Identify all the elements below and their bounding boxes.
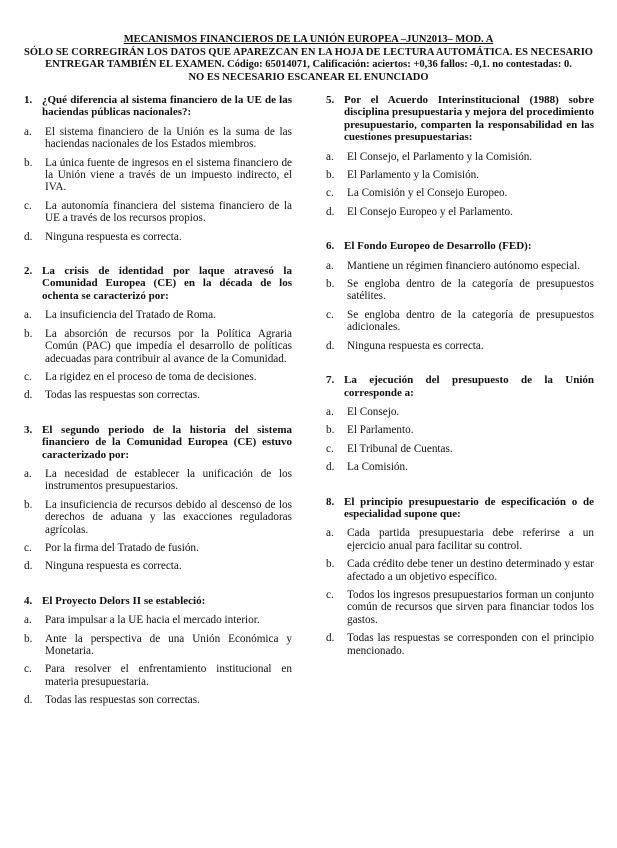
question-statement: El segundo periodo de la historia del sistema financiero de la Comunidad Europea (CE) estuvo caracterizado por: — [42, 423, 292, 461]
option-letter: d. — [326, 461, 335, 474]
option-letter: c. — [24, 663, 32, 676]
exam-title: MECANISMOS FINANCIEROS DE LA UNIÓN EUROPEA –JUN2013– MOD. A — [123, 34, 494, 45]
answer-option — [24, 560, 292, 572]
question-text — [326, 94, 594, 144]
question-number: 6. — [326, 240, 335, 253]
option-letter: c. — [24, 199, 32, 212]
option-letter: b. — [24, 156, 33, 169]
question-text — [326, 496, 594, 521]
option-letter: a. — [24, 125, 32, 138]
answer-option — [326, 443, 594, 455]
question-8 — [326, 496, 594, 657]
question-statement: El Fondo Europeo de Desarrollo (FED): — [344, 240, 532, 253]
instructions-line: SÓLO SE CORREGIRÁN LOS DATOS QUE APAREZCAN EN LA HOJA DE LECTURA AUTOMÁTICA. ES NECESARIO — [24, 46, 593, 58]
answer-option — [24, 468, 292, 493]
option-text: La rigidez en el proceso de toma de decisiones. — [45, 370, 257, 383]
option-text: El Parlamento y la Comisión. — [347, 169, 480, 182]
question-number: 5. — [326, 94, 335, 106]
question-text — [326, 240, 594, 252]
question-number: 2. — [24, 265, 33, 278]
answer-option — [326, 206, 594, 218]
answer-option — [24, 663, 292, 688]
answer-option — [326, 309, 594, 334]
question-statement: El Proyecto Delors II se estableció: — [42, 594, 206, 607]
answer-option — [326, 278, 594, 303]
answer-option — [326, 340, 594, 352]
answer-option — [326, 151, 594, 163]
option-letter: b. — [326, 424, 335, 437]
option-letter: b. — [326, 558, 335, 571]
answer-option — [24, 231, 292, 243]
option-text: La Comisión y el Consejo Europeo. — [347, 187, 508, 200]
option-text: Cada crédito debe tener un destino determinado y estar afectado a un objetivo específico. — [347, 558, 594, 583]
answer-option — [24, 614, 292, 626]
option-letter: a. — [326, 527, 334, 540]
question-statement: La ejecución del presupuesto de la Unión corresponde a: — [344, 374, 594, 399]
question-statement: La crisis de identidad por laque atravesó la Comunidad Europea (CE) en la década de los ochenta se caracterizó por: — [42, 265, 292, 302]
exam-header — [18, 34, 599, 84]
option-text: Cada partida presupuestaria debe referirse a un ejercicio anual para facilitar su control. — [347, 527, 594, 552]
question-6 — [326, 240, 594, 352]
option-letter: c. — [326, 588, 334, 601]
question-7 — [326, 374, 594, 473]
option-text: Todos los ingresos presupuestarios forman un conjunto común de recursos que sirven para financiar todos los gastos. — [347, 588, 594, 626]
option-text: Se engloba dentro de la categoría de presupuestos adicionales. — [347, 308, 594, 334]
option-text: El Consejo, el Parlamento y la Comisión. — [347, 150, 533, 163]
question-statement: ¿Qué diferencia al sistema financiero de la UE de las haciendas públicas nacionales?: — [42, 94, 292, 119]
question-number: 1. — [24, 94, 33, 106]
option-letter: a. — [24, 309, 32, 322]
question-text — [24, 94, 292, 119]
answer-option — [326, 424, 594, 436]
option-text: El Consejo Europeo y el Parlamento. — [347, 205, 513, 218]
answer-option — [326, 406, 594, 418]
answer-option — [326, 260, 594, 272]
question-statement: Por el Acuerdo Interinstitucional (1988) sobre disciplina presupuestaria y mejora del procedimiento presupuestario, comparten la responsabilidad en las cuestiones presupuestarias: — [344, 94, 594, 144]
option-letter: a. — [24, 467, 32, 480]
question-text — [24, 424, 292, 461]
answer-option — [24, 371, 292, 383]
option-letter: d. — [326, 339, 335, 352]
option-text: La insuficiencia del Tratado de Roma. — [45, 309, 216, 322]
option-text: La necesidad de establecer la unificación de los instrumentos presupuestarios. — [45, 467, 292, 493]
question-3 — [24, 424, 292, 573]
option-letter: c. — [326, 308, 334, 321]
question-text — [24, 265, 292, 302]
answer-option — [326, 558, 594, 583]
option-letter: c. — [24, 370, 32, 383]
question-number: 8. — [326, 495, 335, 508]
option-text: La absorción de recursos por la Política Agraria Común (PAC) que impedía el desarrollo de políticas adecuadas para contribuir al avance de la Comunidad. — [45, 327, 292, 365]
option-letter: b. — [24, 632, 33, 645]
option-text: La Comisión. — [347, 461, 408, 474]
option-letter: b. — [24, 498, 33, 511]
question-statement: El principio presupuestario de especificación o de especialidad supone que: — [344, 495, 594, 520]
answer-option — [24, 126, 292, 151]
instructions-line: ENTREGAR TAMBIÉN EL EXAMEN. Código: 65014071, Calificación: aciertos: +0,36 fallos: -0,1. no contestadas: 0. — [45, 59, 572, 71]
option-text: Ninguna respuesta es correcta. — [45, 560, 182, 573]
answer-option — [24, 389, 292, 401]
question-text — [326, 374, 594, 399]
option-text: Todas las respuestas son correctas. — [45, 694, 200, 707]
option-letter: b. — [24, 327, 33, 340]
option-letter: d. — [24, 389, 33, 402]
question-number: 3. — [24, 423, 33, 436]
answer-option — [24, 633, 292, 658]
question-4 — [24, 595, 292, 707]
answer-option — [24, 200, 292, 225]
answer-option — [24, 309, 292, 321]
question-1 — [24, 94, 292, 243]
option-letter: c. — [326, 442, 334, 455]
option-text: Ninguna respuesta es correcta. — [347, 339, 484, 352]
option-text: Ante la perspectiva de una Unión Económica y Monetaria. — [45, 632, 292, 657]
question-5 — [326, 94, 594, 218]
option-text: El Parlamento. — [347, 424, 414, 437]
answer-option — [326, 632, 594, 657]
option-letter: a. — [326, 405, 334, 418]
answer-option — [24, 499, 292, 536]
instructions-line: NO ES NECESARIO ESCANEAR EL ENUNCIADO — [188, 71, 429, 83]
option-text: Mantiene un régimen financiero autónomo especial. — [347, 259, 580, 272]
option-text: Para impulsar a la UE hacia el mercado interior. — [45, 614, 260, 627]
option-letter: c. — [24, 541, 32, 554]
answer-option — [326, 589, 594, 626]
answer-option — [24, 542, 292, 554]
option-text: Ninguna respuesta es correcta. — [45, 230, 182, 243]
option-text: El Consejo. — [347, 405, 400, 418]
option-text: Para resolver el enfrentamiento institucional en materia presupuestaria. — [45, 663, 292, 688]
option-letter: d. — [24, 694, 33, 707]
question-number: 4. — [24, 594, 33, 607]
option-text: La insuficiencia de recursos debido al descenso de los derechos de aduana y las exacciones reguladoras agrícolas. — [45, 498, 292, 536]
option-text: Por la firma del Tratado de fusión. — [45, 541, 199, 554]
answer-option — [326, 461, 594, 473]
question-text — [24, 595, 292, 607]
question-2 — [24, 265, 292, 402]
option-letter: d. — [326, 632, 335, 645]
option-text: El Tribunal de Cuentas. — [347, 442, 453, 455]
question-number: 7. — [326, 374, 335, 387]
answer-option — [326, 187, 594, 199]
option-text: La única fuente de ingresos en el sistema financiero de la Unión viene a través de un impuesto indirecto, el IVA. — [45, 156, 292, 194]
left-column — [24, 94, 292, 729]
option-letter: d. — [24, 560, 33, 573]
answer-option — [326, 169, 594, 181]
option-letter: d. — [24, 230, 33, 243]
option-letter: b. — [326, 169, 335, 182]
option-text: El sistema financiero de la Unión es la suma de las haciendas nacionales de los Estados miembros. — [45, 125, 292, 151]
answer-option — [24, 694, 292, 706]
answer-option — [24, 157, 292, 194]
answer-option — [326, 527, 594, 552]
option-text: La autonomía financiera del sistema financiero de la UE a través de los recursos propios. — [45, 199, 292, 225]
option-letter: b. — [326, 278, 335, 291]
option-letter: d. — [326, 205, 335, 218]
right-column — [326, 94, 594, 679]
option-text: Todas las respuestas se corresponden con el principio mencionado. — [347, 632, 594, 657]
answer-option — [24, 328, 292, 365]
option-letter: a. — [326, 150, 334, 163]
option-letter: c. — [326, 187, 334, 200]
option-letter: a. — [326, 259, 334, 272]
option-text: Todas las respuestas son correctas. — [45, 389, 200, 402]
option-letter: a. — [24, 614, 32, 627]
option-text: Se engloba dentro de la categoría de presupuestos satélites. — [347, 278, 594, 303]
